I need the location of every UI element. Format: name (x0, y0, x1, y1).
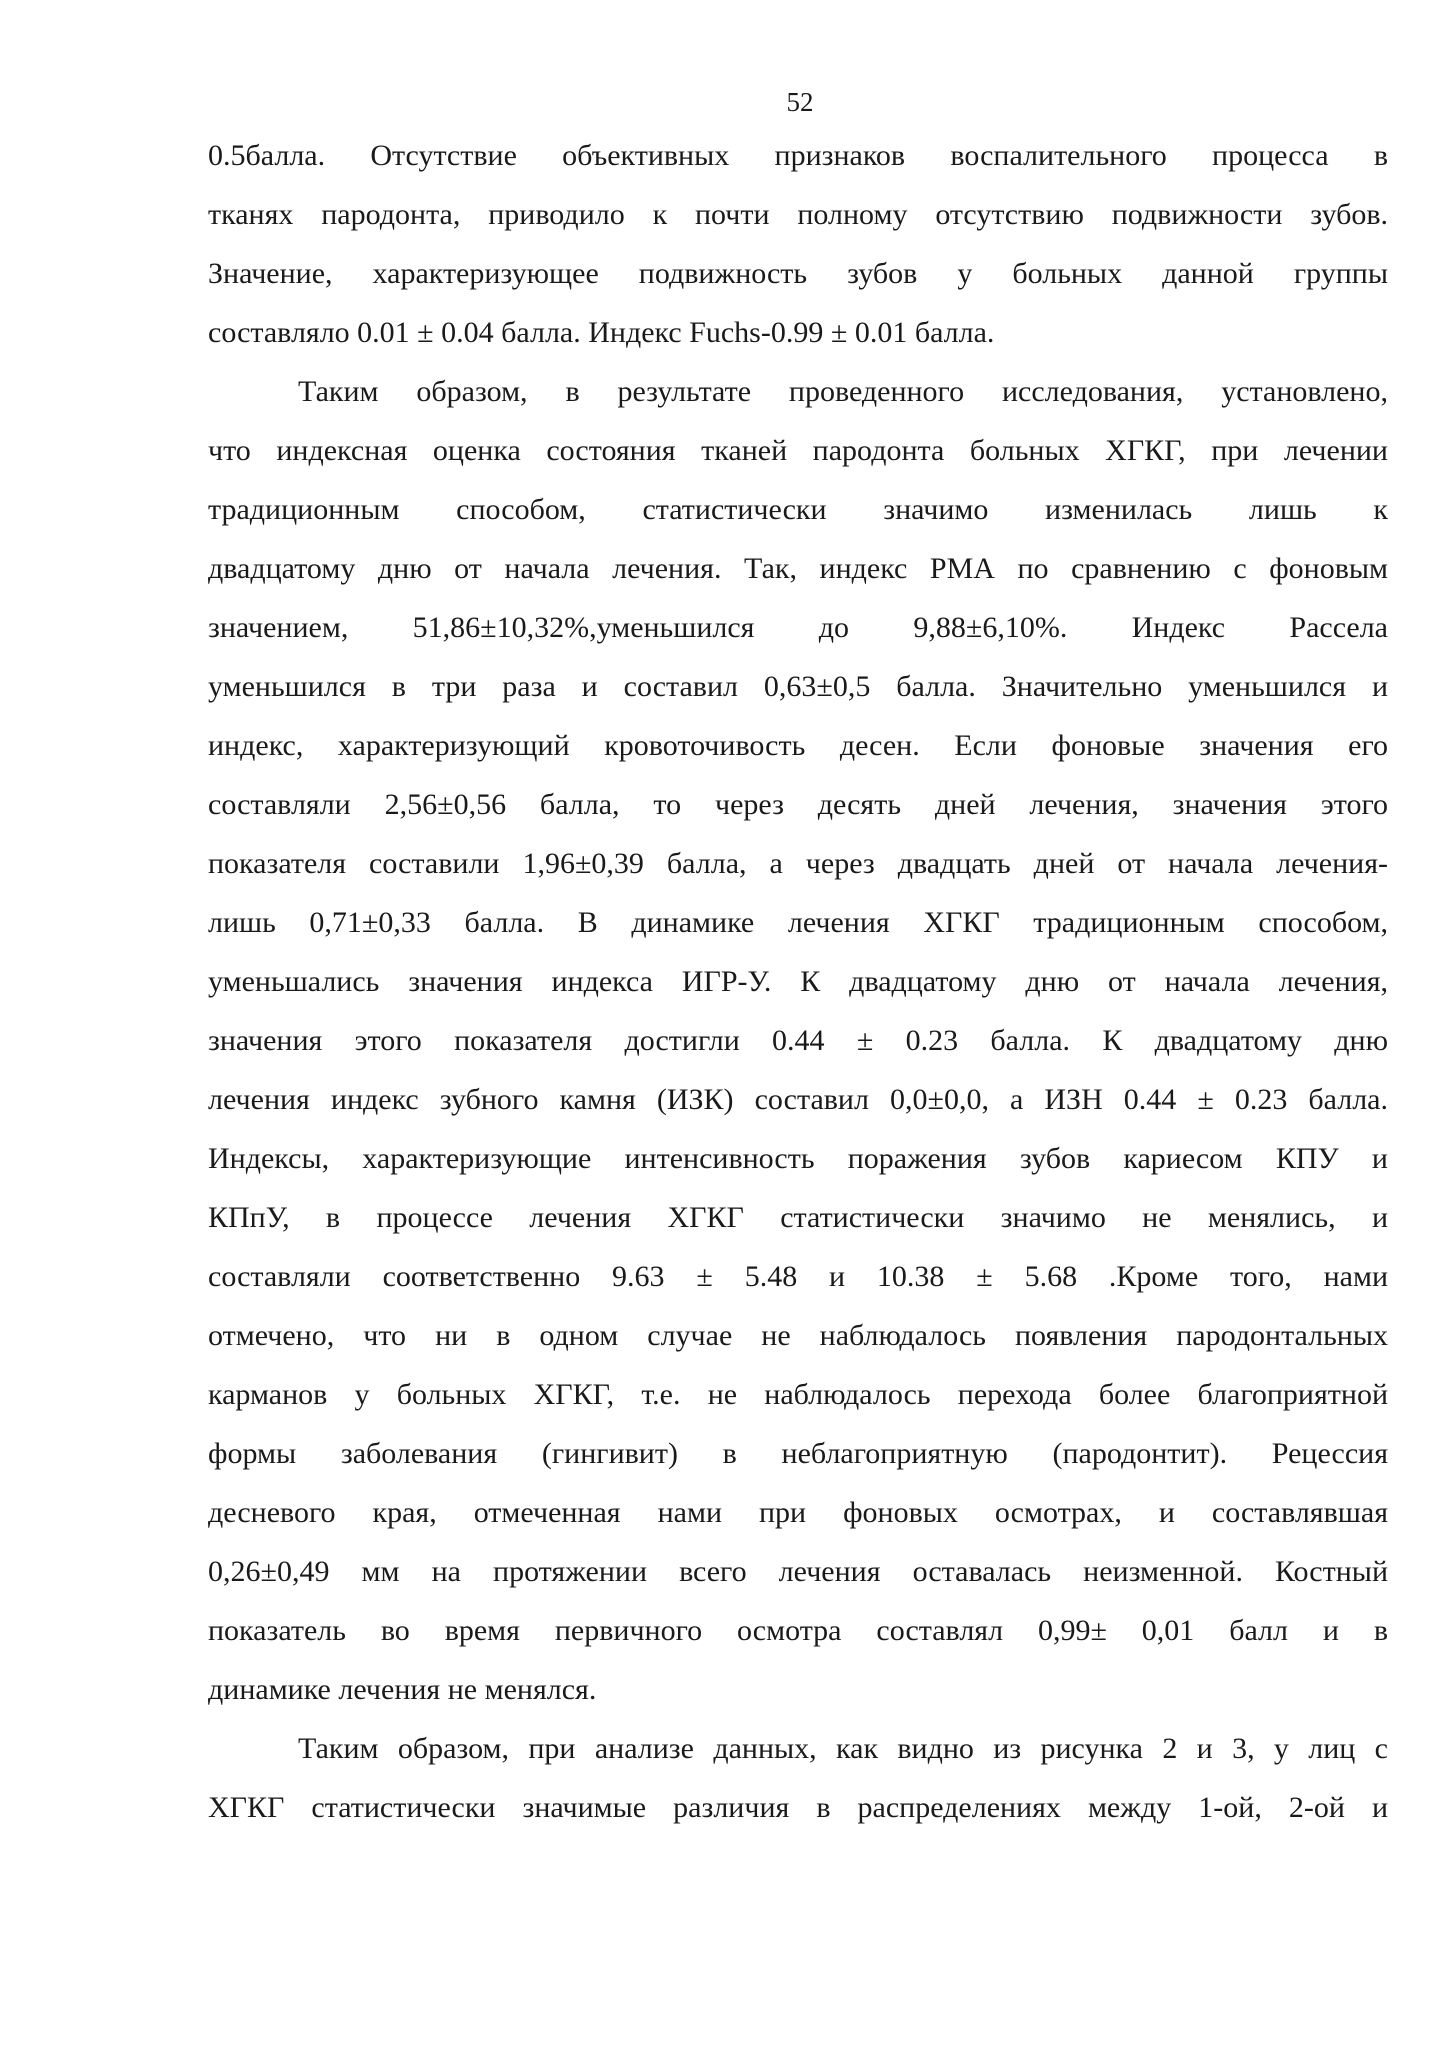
text-line: Индексы, характеризующие интенсивность поражения зубов кариесом КПУ и (208, 1142, 1388, 1175)
text-line: лишь 0,71±0,33 балла. В динамике лечения ХГКГ традиционным способом, (208, 906, 1388, 939)
text-line: лечения индекс зубного камня (ИЗК) составил 0,0±0,0, а ИЗН 0.44 ± 0.23 балла. (208, 1083, 1388, 1116)
text-line: Таким образом, при анализе данных, как видно из рисунка 2 и 3, у лиц с (298, 1732, 1388, 1765)
text-line: тканях пародонта, приводило к почти полному отсутствию подвижности зубов. (208, 198, 1388, 231)
text-line: десневого края, отмеченная нами при фоновых осмотрах, и составлявшая (208, 1496, 1388, 1529)
text-line: отмечено, что ни в одном случае не наблюдалось появления пародонтальных (208, 1319, 1388, 1352)
text-line: что индексная оценка состояния тканей пародонта больных ХГКГ, при лечении (208, 434, 1388, 467)
text-line: значением, 51,86±10,32%,уменьшился до 9,88±6,10%. Индекс Рассела (208, 611, 1388, 644)
text-line: Значение, характеризующее подвижность зубов у больных данной группы (208, 257, 1388, 290)
text-line: формы заболевания (гингивит) в неблагоприятную (пародонтит). Рецессия (208, 1437, 1388, 1470)
body-text (208, 136, 1388, 1847)
text-line: показатель во время первичного осмотра составлял 0,99± 0,01 балл и в (208, 1614, 1388, 1647)
text-line: показателя составили 1,96±0,39 балла, а через двадцать дней от начала лечения- (208, 847, 1388, 880)
text-line: ХГКГ статистически значимые различия в распределениях между 1-ой, 2-ой и (208, 1791, 1388, 1824)
text-line: карманов у больных ХГКГ, т.е. не наблюдалось перехода более благоприятной (208, 1378, 1388, 1411)
text-line: 0,26±0,49 мм на протяжении всего лечения оставалась неизменной. Костный (208, 1555, 1388, 1588)
text-line: КПпУ, в процессе лечения ХГКГ статистически значимо не менялись, и (208, 1201, 1388, 1234)
text-line: двадцатому дню от начала лечения. Так, индекс РМА по сравнению с фоновым (208, 552, 1388, 585)
text-line: составляли соответственно 9.63 ± 5.48 и 10.38 ± 5.68 .Кроме того, нами (208, 1260, 1388, 1293)
text-line: составляло 0.01 ± 0.04 балла. Индекс Fuchs-0.99 ± 0.01 балла. (208, 316, 995, 349)
text-line: динамике лечения не менялся. (208, 1673, 597, 1706)
text-line: уменьшались значения индекса ИГР-У. К двадцатому дню от начала лечения, (208, 965, 1388, 998)
page-number: 52 (786, 87, 814, 117)
text-line: Таким образом, в результате проведенного исследования, установлено, (298, 375, 1388, 408)
text-line: 0.5балла. Отсутствие объективных признаков воспалительного процесса в (208, 139, 1388, 172)
text-line: традиционным способом, статистически значимо изменилась лишь к (208, 493, 1388, 526)
text-line: значения этого показателя достигли 0.44 ± 0.23 балла. К двадцатому дню (208, 1024, 1388, 1057)
text-line: индекс, характеризующий кровоточивость десен. Если фоновые значения его (208, 729, 1388, 762)
text-line: уменьшился в три раза и составил 0,63±0,5 балла. Значительно уменьшился и (208, 670, 1388, 703)
text-line: составляли 2,56±0,56 балла, то через десять дней лечения, значения этого (208, 788, 1388, 821)
